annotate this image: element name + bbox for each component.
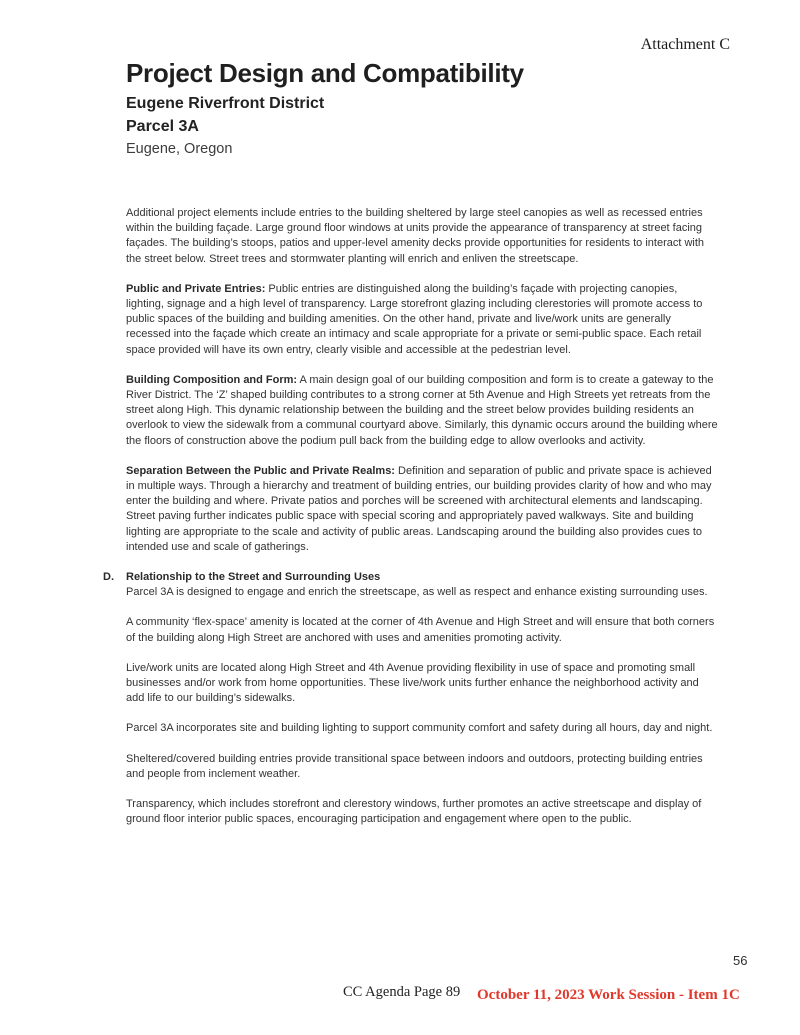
body-paragraph bbox=[126, 206, 718, 267]
subtitle-parcel: Parcel 3A bbox=[126, 118, 199, 135]
section-letter: D. bbox=[103, 571, 114, 584]
paragraph-lead: Separation Between the Public and Private Realms: bbox=[126, 464, 395, 477]
paragraph-text: Additional project elements include entries to the building sheltered by large steel canopies as well as recessed entries within the building façade. Large ground floor windows at units provide the appearance of transparency at street facing façades. The building’s stoops, patios and upper-level amenity decks provide opportunities for residents to interact with the street below. Street trees and stormwater planting will enrich and enliven the streetscape. bbox=[126, 207, 705, 265]
page-title: Project Design and Compatibility bbox=[126, 58, 524, 88]
body-paragraph bbox=[126, 282, 718, 358]
body-content bbox=[103, 206, 718, 843]
body-paragraph bbox=[126, 373, 718, 449]
section-paragraph: Live/work units are located along High Street and 4th Avenue providing flexibility in use of space and promoting small businesses and/or work from home opportunities. These live/work units further enhance the neighborhood activity and add life to our building’s sidewalks. bbox=[126, 661, 699, 705]
location-line: Eugene, Oregon bbox=[126, 141, 233, 157]
section-paragraph: Parcel 3A incorporates site and building lighting to support community comfort and safety during all hours, day and night. bbox=[126, 722, 713, 735]
section-paragraph: Parcel 3A is designed to engage and enrich the streetscape, as well as respect and enhance existing surrounding uses. bbox=[126, 586, 708, 599]
paragraph-text: Public entries are distinguished along the building’s façade with projecting canopies, lighting, signage and a high level of transparency. Large storefront glazing including clerestories will promote access to public spaces of the building and building amenities. On the other hand, private and live/work units are generally recessed into the façade which create an intimacy and scale appropriate for a private or semi-public space. Each retail space provided will have its own entry, clearly visible and accessible at the pedestrian level. bbox=[126, 282, 703, 356]
section-paragraph: A community ‘flex-space’ amenity is located at the corner of 4th Avenue and High Street and will ensure that both corners of the building along High Street are anchored with uses and amenities promoting activity. bbox=[126, 616, 715, 644]
paragraph-lead: Building Composition and Form: bbox=[126, 373, 298, 386]
section-d bbox=[103, 570, 718, 842]
body-paragraph bbox=[126, 464, 718, 555]
agenda-footer: CC Agenda Page 89 bbox=[343, 984, 461, 1000]
session-footer: October 11, 2023 Work Session - Item 1C bbox=[477, 987, 740, 1003]
section-paragraph: Transparency, which includes storefront and clerestory windows, further promotes an active streetscape and display of ground floor interior public spaces, encouraging participation and engagement where open to the public. bbox=[126, 798, 702, 826]
section-d-content bbox=[126, 570, 718, 842]
subtitle-district: Eugene Riverfront District bbox=[126, 95, 325, 112]
page-number: 56 bbox=[733, 953, 748, 968]
paragraph-lead: Public and Private Entries: bbox=[126, 282, 266, 295]
section-heading: Relationship to the Street and Surrounding Uses bbox=[126, 571, 381, 584]
attachment-label: Attachment C bbox=[640, 36, 730, 53]
section-paragraph: Sheltered/covered building entries provide transitional space between indoors and outdoors, protecting building entries and people from inclement weather. bbox=[126, 752, 703, 780]
paragraph-text: A main design goal of our building composition and form is to create a gateway to the River District. The ‘Z’ shaped building contributes to a strong corner at 5th Avenue and High Streets yet retreats from the street along High. This dynamic relationship between the building and the street below provides building residents an overlook to view the sidewalk from a communal courtyard above. Similarly, this dynamic occurs around the building where the floors of construction above the podium pull back from the building edge to allow overlooks and activity. bbox=[126, 373, 718, 447]
paragraph-text: Definition and separation of public and private space is achieved in multiple ways. Through a hierarchy and treatment of building entries, our building provides clarity of how and who may enter the building and where. Private patios and porches will be screened with architectural elements and landscaping. Street paving further indicates public space with special scoring and appropriately paved walkways. Site and building lighting are appropriate to the scale and activity of public areas. Landscaping around the building also provides cues to intended use and scale of gatherings. bbox=[126, 464, 712, 553]
